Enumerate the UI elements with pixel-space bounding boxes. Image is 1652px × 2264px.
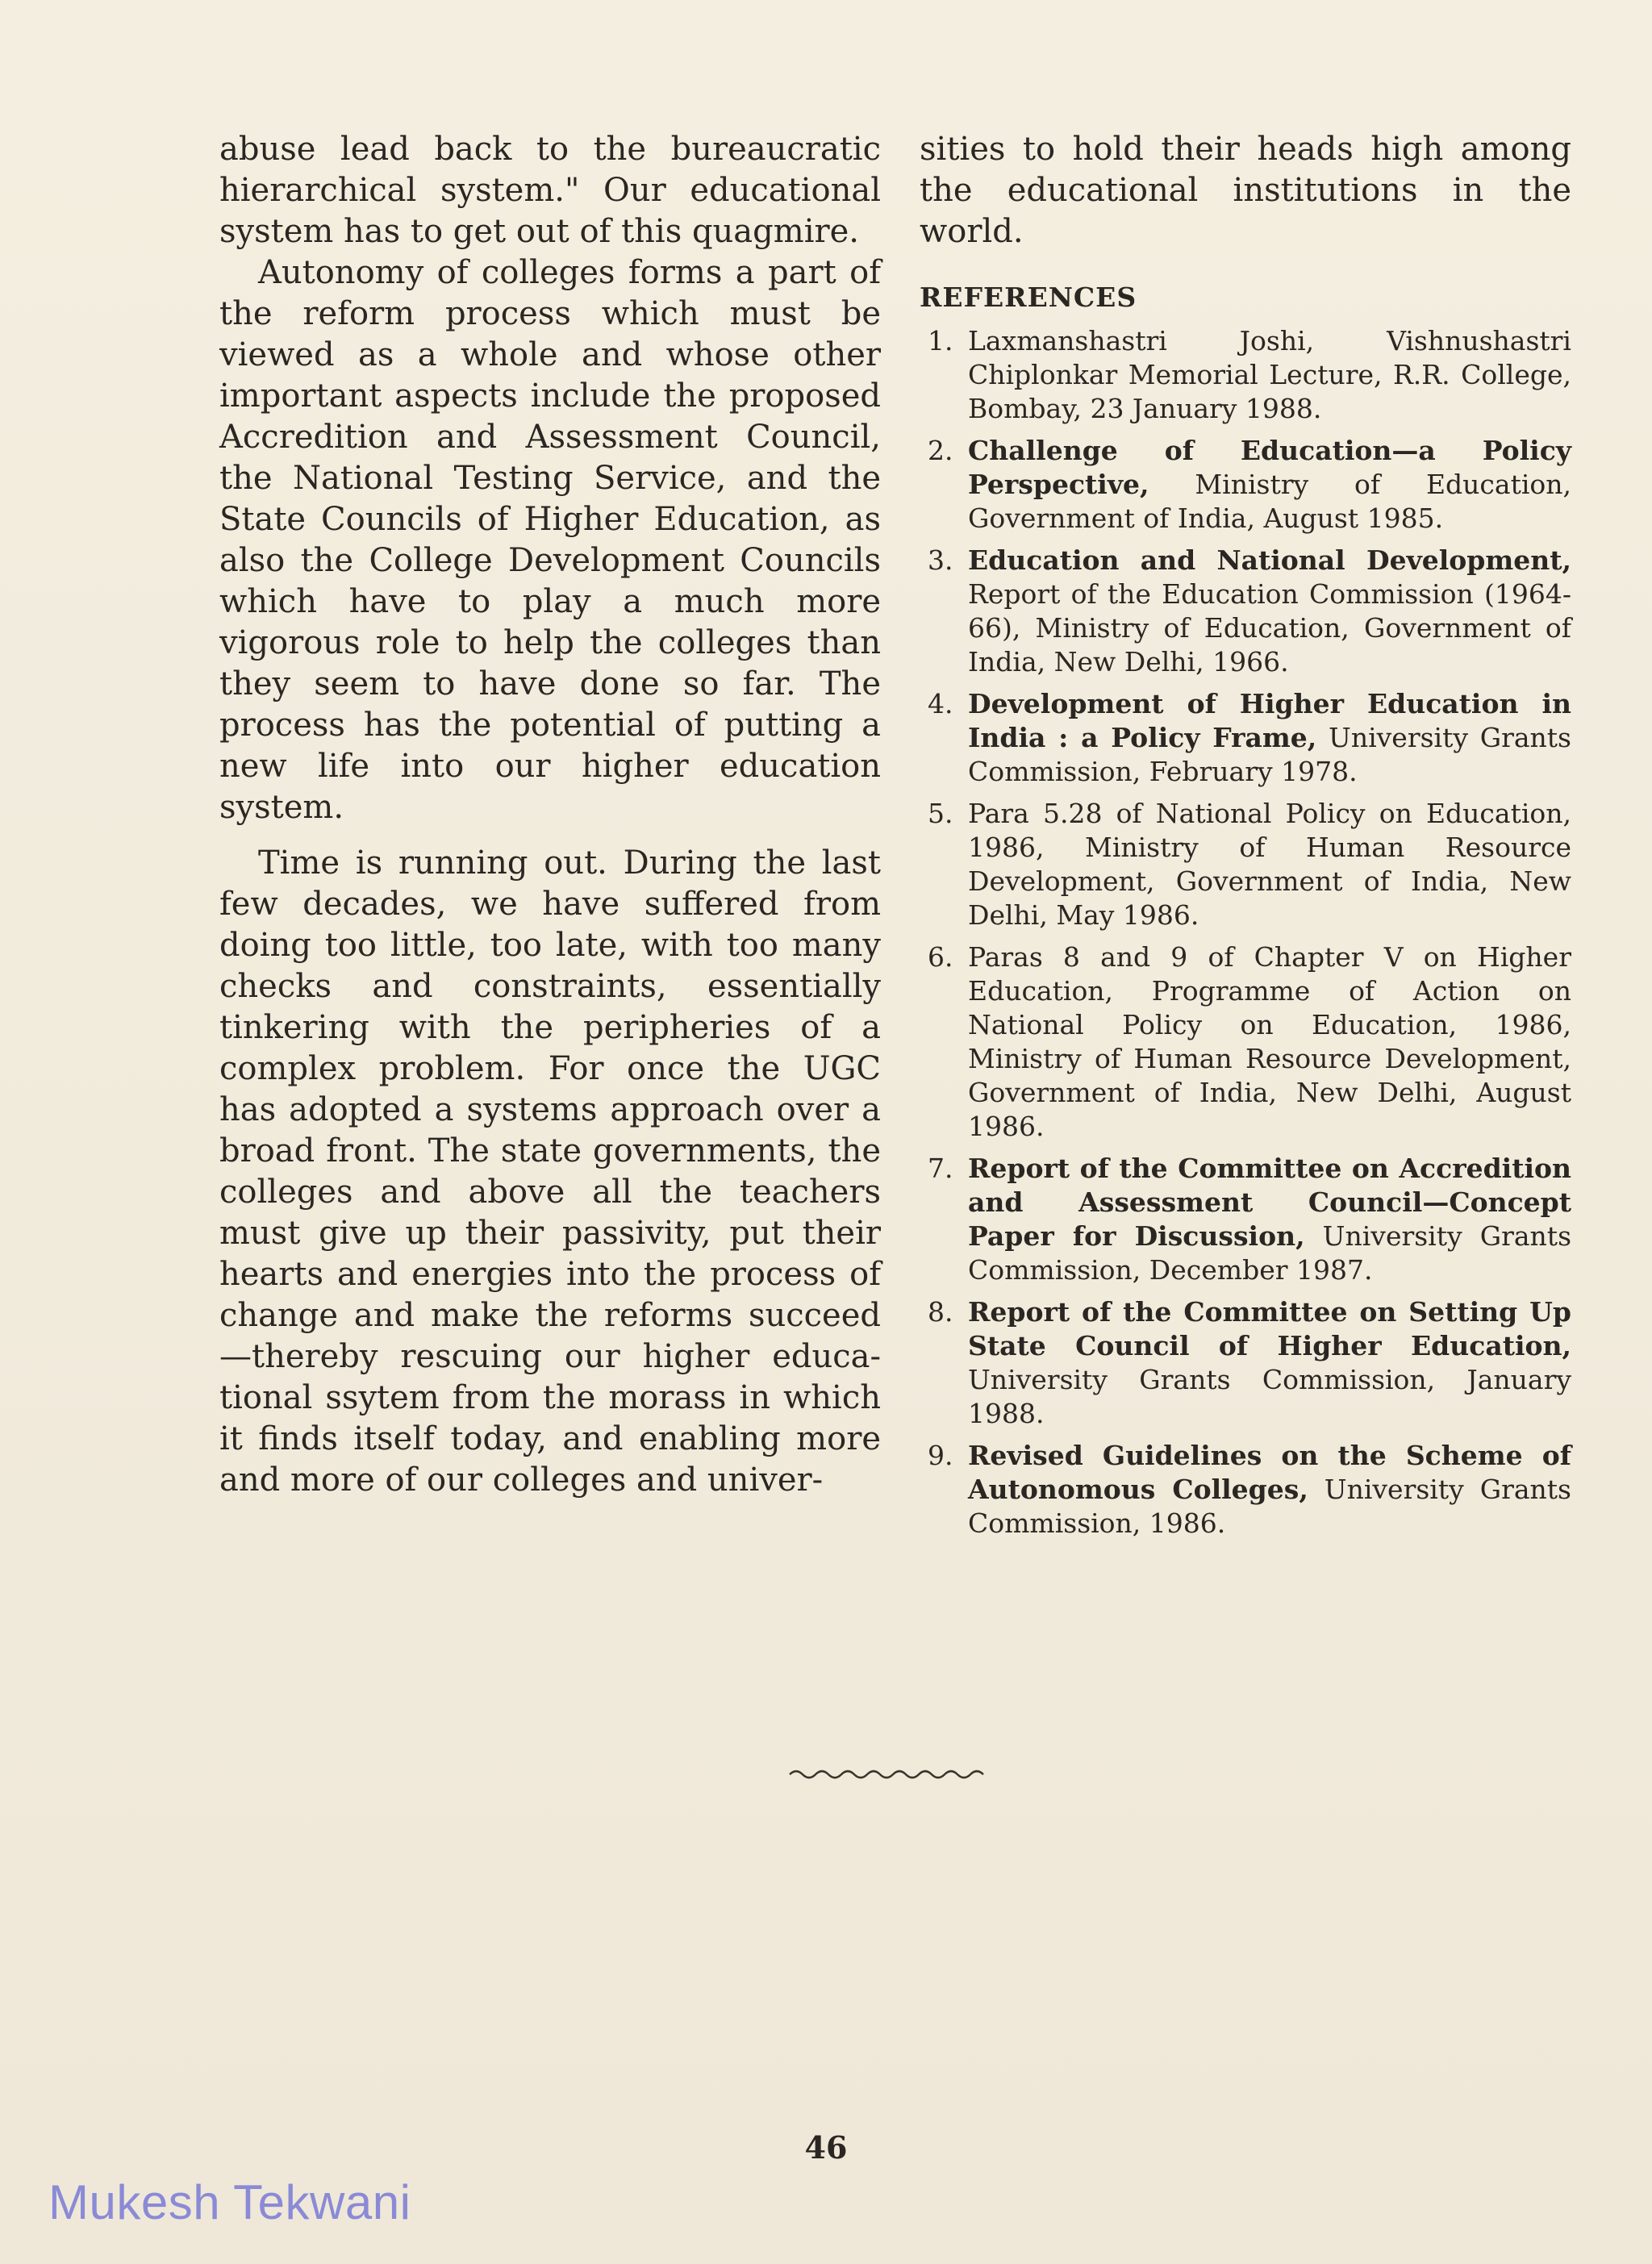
body-paragraph: Time is running out. During the last few decades, we have suffered from doing too little, too late, with too many checks and constraints, essentially tinkering with the peripheries of a complex problem. For once the UGC has adopted a systems approach over a broad front. The state governments, the colleges and above all the teachers must give up their passivity, put their hearts and energies into the process of change and make the reforms succeed —thereby rescuing our higher educational ssytem from the morass in which it finds itself today, and enabling more and more of our colleges and univer- [219,844,881,1499]
reference-text: Report of the Education Commission (1964-66), Ministry of Education, Government of India, New Delhi, 1966. [968,578,1571,678]
section-end-ornament [786,1763,988,1782]
reference-number: 2. [928,435,953,466]
reference-text: University Grants Commission, February 1978. [968,722,1571,787]
reference-text: University Grants Commission, 1986. [968,1474,1571,1539]
reference-title: Development of Higher Education in India : a Policy Frame, [968,688,1571,753]
reference-text: Paras 8 and 9 of Chapter V on Higher Education, Programme of Action on National Policy on Education, 1986, Ministry of Human Resource Development, Government of India, New Delhi, August 1986. [968,941,1571,1142]
reference-text: University Grants Commission, December 1987. [968,1220,1572,1286]
reference-text: Ministry of Education, Government of India, August 1985. [968,469,1571,534]
reference-number: 5. [928,798,953,829]
reference-title: Revised Guidelines on the Scheme of Autonomous Colleges, [968,1440,1571,1505]
reference-title: Report of the Committee on Setting Up State Council of Higher Education, [968,1296,1571,1361]
reference-number: 1. [928,325,953,356]
page-number: 46 [804,2129,848,2166]
reference-item [920,324,1571,426]
reference-number: 8. [928,1296,953,1328]
reference-item [920,1295,1571,1431]
reference-title: Report of the Committee on Accredition and Assessment Council—Concept Paper for Discussion, [968,1153,1571,1252]
body-paragraph: abuse lead back to the bureaucratic hierarchical system." Our educational system has to get out of this quagmire. [219,131,881,250]
reference-item [920,1439,1571,1541]
right-column [920,129,1571,1549]
reference-item [920,544,1571,679]
reference-number: 9. [928,1440,953,1471]
reference-item [920,1152,1571,1287]
body-paragraph: Autonomy of colleges forms a part of the reform process which must be viewed as a whole and whose other important aspects include the proposed Accredition and Assessment Council, the National Testing Service, and the State Councils of Higher Education, as also the College Development Councils which have to play a much more vigorous role to help the colleges than they seem to have done so far. The process has the potential of putting a new life into our higher education system. [219,254,881,826]
reference-number: 3. [928,544,953,576]
reference-text: University Grants Commission, January 1988. [968,1364,1571,1429]
reference-text: Laxmanshastri Joshi, Vishnushastri Chiplonkar Memorial Lecture, R.R. College, Bombay, 23 January 1988. [968,325,1571,424]
body-paragraph-continuation: sities to hold their heads high among the educational institutions in the world. [920,131,1571,250]
references-heading: REFERENCES [920,281,1137,313]
left-column [219,129,881,1501]
reference-number: 4. [928,688,953,719]
reference-title: Education and National Development, [968,544,1571,576]
reference-title: Challenge of Education—a Policy Perspective, [968,435,1571,500]
reference-item [920,687,1571,789]
references-list [920,324,1571,1541]
reference-item [920,434,1571,536]
reference-number: 6. [928,941,953,973]
reference-item [920,940,1571,1144]
reference-item [920,797,1571,932]
reference-text: Para 5.28 of National Policy on Education, 1986, Ministry of Human Resource Development, Government of India, New Delhi, May 1986. [968,798,1571,931]
watermark-text: Mukesh Tekwani [48,2175,411,2229]
reference-number: 7. [928,1153,953,1184]
